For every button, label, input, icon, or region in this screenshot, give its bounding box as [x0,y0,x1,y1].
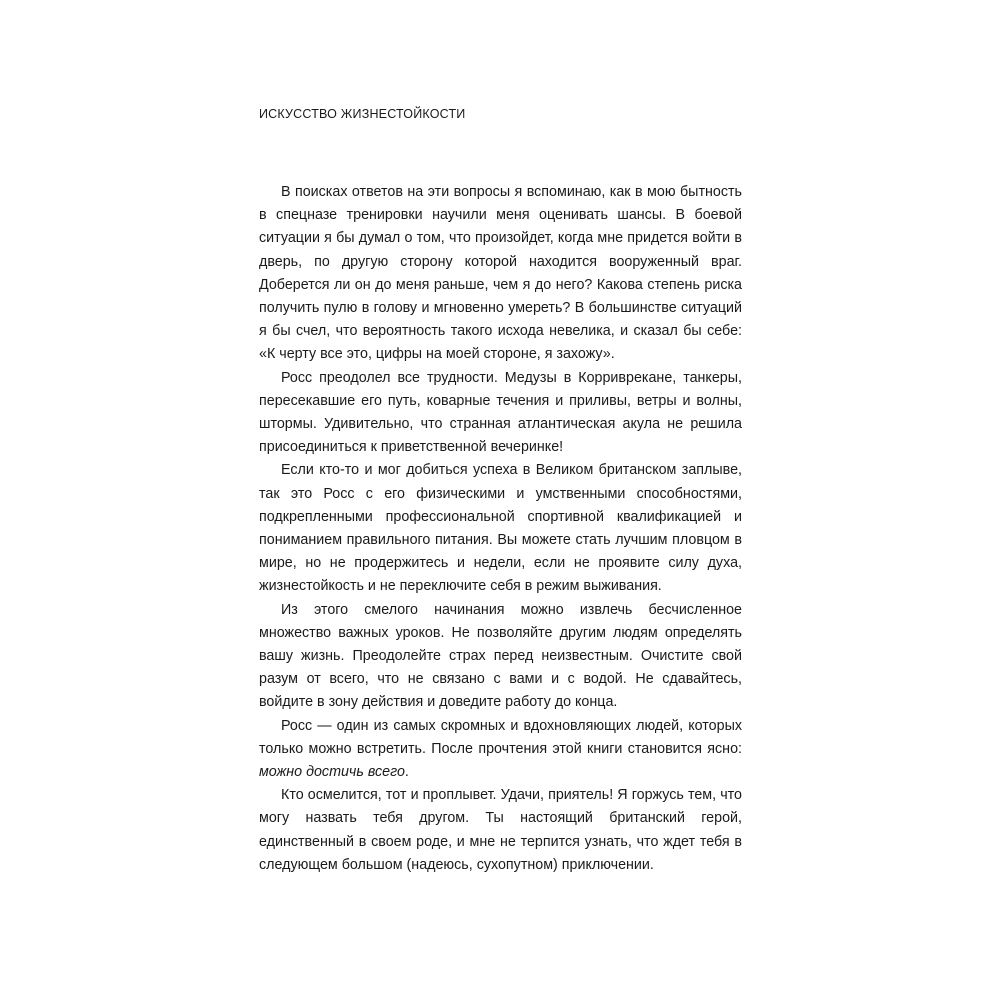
paragraph: Если кто-то и мог добиться успеха в Великом британском заплыве, так это Росс с его физическими и умственными способностями, подкрепленными профессиональной спортивной квалификацией и пониманием правильного питания. Вы можете стать лучшим пловцом в мире, но не продержитесь и недели, если не проявите силу духа, жизнестойкость и не переключите себя в режим выживания. [259,462,742,595]
paragraph-emphasis: можно достичь всего [259,764,405,781]
paragraph-text: Росс — один из самых скромных и вдохновляющих людей, которых только можно встретить. После прочтения этой книги становится ясно: [259,717,742,757]
paragraph [259,715,742,785]
running-head: ИСКУССТВО ЖИЗНЕСТОЙКОСТИ [259,107,466,121]
paragraph: В поисках ответов на эти вопросы я вспоминаю, как в мою бытность в спецназе тренировки научили меня оценивать шансы. В боевой ситуации я бы думал о том, что произойдет, когда мне придется войти в дверь, по другую сторону которой находится вооруженный враг. Доберется ли он до меня раньше, чем я до него? Какова степень риска получить пулю в голову и мгновенно умереть? В большинстве ситуаций я бы счел, что вероятность такого исхода невелика, и сказал бы себе: «К черту все это, цифры на моей стороне, я захожу». [259,184,742,363]
paragraph: Росс преодолел все трудности. Медузы в Корриврекане, танкеры, пересекавшие его путь, коварные течения и приливы, ветры и волны, штормы. Удивительно, что странная атлантическая акула не решила присоединиться к приветственной вечеринке! [259,369,742,456]
paragraph-tail: . [404,764,409,781]
book-page [259,106,742,906]
paragraph: Из этого смелого начинания можно извлечь бесчисленное множество важных уроков. Не позволяйте другим людям определять вашу жизнь. Преодолейте страх перед неизвестным. Очистите свой разум от всего, что не связано с вами и с водой. Не сдавайтесь, войдите в зону действия и доведите работу до конца. [259,601,742,711]
body-text [259,181,742,877]
paragraph: Кто осмелится, тот и проплывет. Удачи, приятель! Я горжусь тем, что могу назвать тебя другом. Ты настоящий британский герой, единственный в своем роде, и мне не терпится узнать, что ждет тебя в следующем большом (надеюсь, сухопутном) приключении. [259,787,742,873]
